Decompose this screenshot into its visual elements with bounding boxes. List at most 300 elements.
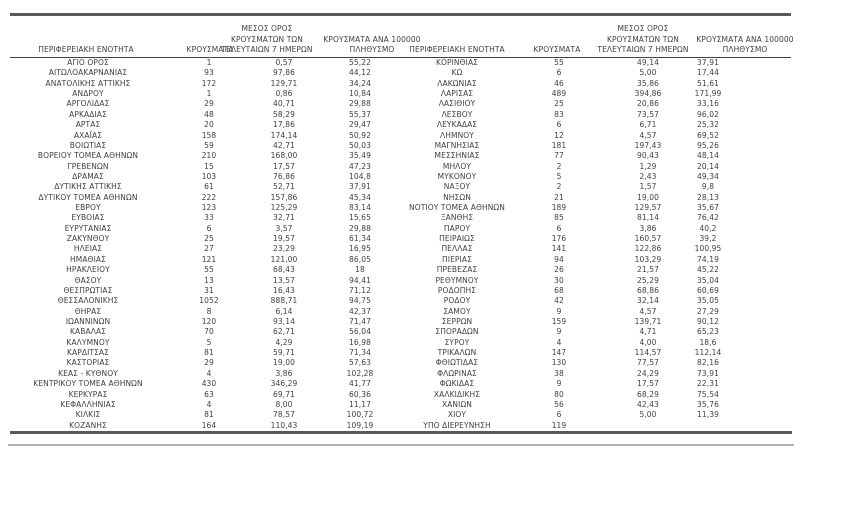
per100k-cell: 29,47	[349, 120, 371, 130]
per100k-cell: 55,22	[349, 58, 371, 67]
per100k-cell: 112,14	[694, 348, 722, 358]
avg7-cell: 19,00	[273, 358, 295, 368]
region-cell: ΣΥΡΟΥ	[444, 337, 470, 347]
table-row	[10, 131, 790, 141]
table-row	[10, 276, 790, 286]
per100k-cell: 35,76	[697, 399, 719, 409]
avg7-cell: 17,57	[637, 379, 659, 389]
table-row	[10, 193, 790, 203]
region-cell: ΗΡΑΚΛΕΙΟΥ	[66, 265, 110, 275]
cases-cell: 56	[554, 399, 564, 409]
cases-cell: 48	[204, 109, 214, 119]
region-cell: ΑΡΓΟΛΙΔΑΣ	[66, 99, 110, 109]
per100k-cell: 95,26	[697, 140, 719, 150]
cases-cell: 81	[204, 410, 214, 420]
avg7-cell: 6,71	[639, 120, 657, 130]
per100k-cell: 17,44	[697, 68, 719, 78]
cases-cell: 181	[551, 140, 567, 150]
avg7-cell: 3,86	[639, 223, 657, 233]
region-cell: ΗΜΑΘΙΑΣ	[70, 254, 106, 264]
cases-cell: 120	[201, 316, 217, 326]
per100k-cell: 34,24	[349, 78, 371, 88]
avg7-cell: 90,43	[637, 151, 659, 161]
per100k-cell: 10,84	[349, 89, 371, 99]
cases-cell: 189	[551, 203, 567, 213]
avg7-cell: 68,86	[637, 285, 659, 295]
region-cell: ΚΕΡΚΥΡΑΣ	[68, 389, 108, 399]
region-cell: ΚΩ	[451, 68, 463, 78]
avg7-cell: 6,14	[275, 306, 293, 316]
cases-cell: 4	[206, 399, 212, 409]
per100k-cell: 16,95	[349, 244, 371, 254]
cases-cell: 42	[554, 296, 564, 306]
avg7-cell: 1,29	[639, 161, 657, 171]
region-cell: ΒΟΙΩΤΙΑΣ	[69, 140, 107, 150]
cases-cell: 9	[556, 379, 562, 389]
avg7-cell: 139,71	[634, 316, 662, 326]
per100k-cell: 49,34	[697, 171, 719, 181]
avg7-cell: 5,00	[639, 68, 657, 78]
region-cell: ΦΘΙΩΤΙΔΑΣ	[435, 358, 479, 368]
per100k-cell	[688, 421, 728, 431]
avg7-cell: 125,29	[270, 203, 298, 213]
cases-cell: 8	[206, 306, 212, 316]
cases-cell: 5	[206, 337, 212, 347]
table-row	[10, 110, 790, 120]
table-row	[10, 151, 790, 161]
cases-cell: 2	[556, 161, 562, 171]
region-cell: ΑΝΔΡΟΥ	[72, 89, 104, 99]
region-cell: ΡΟΔΟΠΗΣ	[437, 285, 477, 295]
region-cell: ΤΡΙΚΑΛΩΝ	[437, 348, 477, 358]
region-cell: ΘΕΣΣΑΛΟΝΙΚΗΣ	[57, 296, 119, 306]
avg7-cell: 32,14	[637, 296, 659, 306]
avg7-cell: 21,57	[637, 265, 659, 275]
per100k-cell: 18,6	[699, 337, 717, 347]
per100k-cell: 71,12	[349, 285, 371, 295]
header-cases-right: ΚΡΟΥΣΜΑΤΑ	[533, 44, 581, 54]
region-cell: ΧΑΛΚΙΔΙΚΗΣ	[433, 389, 481, 399]
region-cell: ΑΙΤΩΛΟΑΚΑΡΝΑΝΙΑΣ	[48, 68, 128, 78]
per100k-cell: 60,36	[349, 389, 371, 399]
avg7-cell: 121,00	[270, 254, 298, 264]
per100k-cell: 73,91	[697, 368, 719, 378]
bottom-separator-line	[8, 444, 794, 446]
per100k-cell: 82,16	[697, 358, 719, 368]
per100k-cell: 45,34	[349, 192, 371, 202]
avg7-cell: 8,00	[275, 399, 293, 409]
table-row	[10, 141, 790, 151]
table-row	[10, 410, 790, 420]
header-avg7-right: ΜΕΣΟΣ ΟΡΟΣ ΚΡΟΥΣΜΑΤΩΝ ΤΩΝ ΤΕΛΕΥΤΑΙΩΝ 7 ΗΜΕΡΩΝ	[597, 24, 689, 54]
avg7-cell: 4,57	[639, 306, 657, 316]
cases-cell: 70	[204, 327, 214, 337]
region-cell: ΠΡΕΒΕΖΑΣ	[436, 265, 478, 275]
per100k-cell: 37,91	[349, 182, 371, 192]
avg7-cell: 129,57	[634, 203, 662, 213]
avg7-cell: 1,57	[639, 182, 657, 192]
region-cell: ΔΡΑΜΑΣ	[72, 171, 104, 181]
avg7-cell: 110,43	[270, 420, 298, 430]
table-row	[10, 379, 790, 389]
avg7-cell: 114,57	[634, 348, 662, 358]
per100k-cell: 61,34	[349, 234, 371, 244]
table-row	[10, 296, 790, 306]
cases-cell: 210	[201, 151, 217, 161]
header-region-left: ΠΕΡΙΦΕΡΕΙΑΚΗ ΕΝΟΤΗΤΑ	[38, 44, 134, 54]
avg7-cell: 52,71	[273, 182, 295, 192]
avg7-cell: 77,57	[637, 358, 659, 368]
avg7-cell: 78,57	[273, 410, 295, 420]
per100k-cell: 50,92	[349, 130, 371, 140]
region-cell: ΡΟΔΟΥ	[443, 296, 471, 306]
avg7-cell: 68,29	[637, 389, 659, 399]
region-cell: ΡΕΘΥΜΝΟΥ	[435, 275, 479, 285]
per100k-cell: 83,14	[349, 203, 371, 213]
region-cell: ΖΑΚΥΝΘΟΥ	[66, 234, 110, 244]
table-row	[10, 369, 790, 379]
per100k-cell: 29,88	[349, 223, 371, 233]
region-cell: ΒΟΡΕΙΟΥ ΤΟΜΕΑ ΑΘΗΝΩΝ	[37, 151, 139, 161]
per100k-cell: 69,52	[697, 130, 719, 140]
table-row	[10, 162, 790, 172]
cases-cell: 176	[551, 234, 567, 244]
avg7-cell: 103,29	[634, 254, 662, 264]
per100k-cell: 104,8	[349, 171, 371, 181]
per100k-cell: 74,19	[697, 254, 719, 264]
per100k-cell: 39,2	[699, 234, 717, 244]
table-row	[10, 120, 790, 130]
cases-cell: 141	[551, 244, 567, 254]
cases-cell: 489	[551, 89, 567, 99]
region-cell: ΚΑΒΑΛΑΣ	[69, 327, 107, 337]
table-row	[10, 348, 790, 358]
avg7-cell: 97,86	[273, 68, 295, 78]
region-cell: ΦΩΚΙΔΑΣ	[439, 379, 475, 389]
table-row	[10, 172, 790, 182]
table-row	[10, 203, 790, 213]
table-row	[10, 234, 790, 244]
region-cell: ΜΗΛΟΥ	[442, 161, 472, 171]
per100k-cell: 11,39	[697, 410, 719, 420]
cases-cell: 6	[556, 223, 562, 233]
per100k-cell: 47,23	[349, 161, 371, 171]
cases-cell: 83	[554, 109, 564, 119]
per100k-cell: 35,04	[697, 275, 719, 285]
cases-cell: 29	[204, 358, 214, 368]
header-per100k-left: ΚΡΟΥΣΜΑΤΑ ΑΝΑ 100000 ΠΛΗΘΥΣΜΟ	[323, 34, 421, 54]
table-row	[10, 317, 790, 327]
cases-cell: 30	[554, 275, 564, 285]
cases-cell: 1	[206, 58, 212, 67]
cases-cell: 85	[554, 213, 564, 223]
avg7-cell: 40,71	[273, 99, 295, 109]
per100k-cell: 57,63	[349, 358, 371, 368]
per100k-cell: 45,22	[697, 265, 719, 275]
cases-cell: 55	[204, 265, 214, 275]
region-cell: ΠΙΕΡΙΑΣ	[442, 254, 472, 264]
avg7-cell: 24,29	[637, 368, 659, 378]
region-cell: ΜΥΚΟΝΟΥ	[437, 171, 477, 181]
region-cell: ΘΗΡΑΣ	[74, 306, 102, 316]
cases-cell: 33	[204, 213, 214, 223]
avg7-cell: 888,71	[270, 296, 298, 306]
per100k-cell: 60,69	[697, 285, 719, 295]
table-row	[10, 338, 790, 348]
table-row	[10, 58, 790, 68]
cases-cell: 21	[554, 192, 564, 202]
avg7-cell: 394,86	[634, 89, 662, 99]
avg7-cell: 3,86	[275, 368, 293, 378]
cases-cell: 159	[551, 316, 567, 326]
per100k-cell: 50,03	[349, 140, 371, 150]
per100k-cell: 41,77	[349, 379, 371, 389]
region-cell: ΑΡΚΑΔΙΑΣ	[69, 109, 107, 119]
region-cell: ΕΥΡΥΤΑΝΙΑΣ	[64, 223, 112, 233]
region-cell: ΚΕΑΣ - ΚΥΘΝΟΥ	[58, 368, 118, 378]
region-cell: ΛΗΜΝΟΥ	[440, 130, 474, 140]
avg7-cell	[608, 421, 688, 431]
avg7-cell: 76,86	[273, 171, 295, 181]
per100k-cell: 16,98	[349, 337, 371, 347]
cases-cell: 94	[554, 254, 564, 264]
avg7-cell: 42,43	[637, 399, 659, 409]
per100k-cell: 109,19	[346, 420, 374, 430]
per100k-cell: 100,95	[694, 244, 722, 254]
cases-cell: 77	[554, 151, 564, 161]
per100k-cell: 11,17	[349, 399, 371, 409]
avg7-cell: 68,43	[273, 265, 295, 275]
per100k-cell: 51,61	[697, 78, 719, 88]
table-row	[10, 358, 790, 368]
region-cell: ΚΟΡΙΝΘΙΑΣ	[435, 58, 479, 67]
table-row	[10, 99, 790, 109]
avg7-cell: 346,29	[270, 379, 298, 389]
avg7-cell: 17,86	[273, 120, 295, 130]
cases-cell: 27	[204, 244, 214, 254]
cases-cell: 12	[554, 130, 564, 140]
cases-cell: 6	[556, 68, 562, 78]
cases-cell: 9	[556, 306, 562, 316]
per100k-cell: 56,04	[349, 327, 371, 337]
region-cell: ΝΗΣΩΝ	[443, 192, 471, 202]
avg7-cell: 69,71	[273, 389, 295, 399]
cases-cell: 81	[204, 348, 214, 358]
per100k-cell: 71,47	[349, 316, 371, 326]
cases-cell: 15	[204, 161, 214, 171]
avg7-cell: 20,86	[637, 99, 659, 109]
region-cell: ΕΥΒΟΙΑΣ	[71, 213, 105, 223]
region-cell: ΣΠΟΡΑΔΩΝ	[435, 327, 479, 337]
cases-cell: 59	[204, 140, 214, 150]
per100k-cell: 76,42	[697, 213, 719, 223]
cases-cell: 4	[206, 368, 212, 378]
cases-cell: 158	[201, 130, 217, 140]
table-row	[10, 244, 790, 254]
per100k-cell: 27,29	[697, 306, 719, 316]
cases-cell: 68	[554, 285, 564, 295]
per100k-cell: 94,75	[349, 296, 371, 306]
per100k-cell: 22,31	[697, 379, 719, 389]
table-row	[10, 307, 790, 317]
table-row	[10, 255, 790, 265]
region-cell: ΧΑΝΙΩΝ	[441, 399, 473, 409]
table-body	[10, 58, 790, 431]
region-cell: ΚΙΛΚΙΣ	[75, 410, 101, 420]
avg7-cell: 42,71	[273, 140, 295, 150]
cases-cell: 6	[556, 410, 562, 420]
avg7-cell: 3,57	[275, 223, 293, 233]
table-row	[10, 421, 790, 431]
region-cell: ΚΑΡΔΙΤΣΑΣ	[66, 348, 109, 358]
region-cell: ΘΕΣΠΡΩΤΙΑΣ	[63, 285, 113, 295]
per100k-cell: 18	[355, 265, 365, 275]
region-cell: ΞΑΝΘΗΣ	[440, 213, 474, 223]
header-avg7-left: ΜΕΣΟΣ ΟΡΟΣ ΚΡΟΥΣΜΑΤΩΝ ΤΩΝ ΤΕΛΕΥΤΑΙΩΝ 7 ΗΜΕΡΩΝ	[221, 24, 313, 54]
table-row	[10, 79, 790, 89]
cases-cell: 80	[554, 389, 564, 399]
cases-cell: 2	[556, 182, 562, 192]
table-row	[10, 68, 790, 78]
table-row	[10, 327, 790, 337]
cases-cell: 9	[556, 327, 562, 337]
table-row	[10, 400, 790, 410]
cases-cell: 1	[206, 89, 212, 99]
avg7-cell: 197,43	[634, 140, 662, 150]
cases-cell: 1052	[199, 296, 219, 306]
avg7-cell: 4,71	[639, 327, 657, 337]
per100k-cell: 44,12	[349, 68, 371, 78]
per100k-cell: 65,23	[697, 327, 719, 337]
per100k-cell: 9,8	[701, 182, 715, 192]
per100k-cell: 35,49	[349, 151, 371, 161]
per100k-cell: 86,05	[349, 254, 371, 264]
region-cell: ΔΥΤΙΚΟΥ ΤΟΜΕΑ ΑΘΗΝΩΝ	[38, 192, 138, 202]
region-cell: ΓΡΕΒΕΝΩΝ	[67, 161, 109, 171]
avg7-cell: 168,00	[270, 151, 298, 161]
cases-cell: 55	[554, 58, 564, 67]
avg7-cell: 16,43	[273, 285, 295, 295]
region-cell: ΚΕΝΤΡΙΚΟΥ ΤΟΜΕΑ ΑΘΗΝΩΝ	[33, 379, 143, 389]
per100k-cell: 71,34	[349, 348, 371, 358]
avg7-cell: 4,00	[639, 337, 657, 347]
table-header	[0, 16, 854, 57]
cases-cell: 93	[204, 68, 214, 78]
region-cell: ΣΕΡΡΩΝ	[441, 316, 473, 326]
avg7-cell: 13,57	[273, 275, 295, 285]
per100k-cell: 171,99	[694, 89, 722, 99]
region-cell: ΚΑΛΥΜΝΟΥ	[66, 337, 110, 347]
per100k-cell: 35,05	[697, 296, 719, 306]
table-row	[10, 213, 790, 223]
region-cell: ΔΥΤΙΚΗΣ ΑΤΤΙΚΗΣ	[54, 182, 122, 192]
per100k-cell: 33,16	[697, 99, 719, 109]
cases-cell: 130	[551, 358, 567, 368]
cases-cell: 61	[204, 182, 214, 192]
header-per100k-right: ΚΡΟΥΣΜΑΤΑ ΑΝΑ 100000 ΠΛΗΘΥΣΜΟ	[696, 34, 794, 54]
per100k-cell: 94,41	[349, 275, 371, 285]
avg7-cell: 59,71	[273, 348, 295, 358]
region-cell: ΥΠΟ ΔΙΕΡΕΥΝΗΣΗ	[423, 420, 491, 430]
per100k-cell: 100,72	[346, 410, 374, 420]
cases-cell: 29	[204, 99, 214, 109]
table-row	[10, 182, 790, 192]
region-cell: ΑΓΙΟ ΟΡΟΣ	[67, 58, 109, 67]
region-cell: ΛΕΣΒΟΥ	[441, 109, 473, 119]
avg7-cell: 160,57	[634, 234, 662, 244]
region-cell: ΛΑΡΙΣΑΣ	[440, 89, 474, 99]
cases-cell: 430	[201, 379, 217, 389]
region-cell: ΑΡΤΑΣ	[75, 120, 101, 130]
region-cell: ΜΑΓΝΗΣΙΑΣ	[434, 140, 480, 150]
region-cell: ΑΝΑΤΟΛΙΚΗΣ ΑΤΤΙΚΗΣ	[45, 78, 131, 88]
avg7-cell: 157,86	[270, 192, 298, 202]
cases-cell: 119	[551, 420, 567, 430]
region-cell: ΣΑΜΟΥ	[443, 306, 471, 316]
cases-cell: 25	[204, 234, 214, 244]
avg7-cell: 23,29	[273, 244, 295, 254]
cases-cell: 222	[201, 192, 217, 202]
header-region-right: ΠΕΡΙΦΕΡΕΙΑΚΗ ΕΝΟΤΗΤΑ	[409, 44, 505, 54]
region-cell: ΗΛΕΙΑΣ	[73, 244, 103, 254]
avg7-cell: 58,29	[273, 109, 295, 119]
cases-cell: 103	[201, 171, 217, 181]
avg7-cell: 19,57	[273, 234, 295, 244]
cases-cell: 63	[204, 389, 214, 399]
per100k-cell: 42,37	[349, 306, 371, 316]
region-cell: ΜΕΣΣΗΝΙΑΣ	[434, 151, 480, 161]
table-row	[10, 224, 790, 234]
header-cases-left: ΚΡΟΥΣΜΑΤΑ	[186, 44, 234, 54]
per100k-cell: 37,91	[697, 58, 719, 67]
avg7-cell: 32,71	[273, 213, 295, 223]
region-cell: ΠΑΡΟΥ	[443, 223, 471, 233]
cases-cell: 6	[206, 223, 212, 233]
region-cell: ΧΙΟΥ	[447, 410, 467, 420]
bottom-border-line	[10, 431, 792, 434]
region-cell: ΛΑΣΙΘΙΟΥ	[438, 99, 476, 109]
cases-cell: 5	[556, 171, 562, 181]
region-cell: ΚΑΣΤΟΡΙΑΣ	[66, 358, 110, 368]
per100k-cell: 20,14	[697, 161, 719, 171]
avg7-cell: 93,14	[273, 316, 295, 326]
avg7-cell: 62,71	[273, 327, 295, 337]
avg7-cell: 4,57	[639, 130, 657, 140]
region-cell: ΛΑΚΩΝΙΑΣ	[437, 78, 477, 88]
region-cell: ΠΕΛΛΑΣ	[441, 244, 473, 254]
region-cell: ΚΕΦΑΛΛΗΝΙΑΣ	[60, 399, 116, 409]
region-cell: ΝΑΞΟΥ	[443, 182, 471, 192]
region-cell: ΘΑΣΟΥ	[74, 275, 102, 285]
per100k-cell: 48,14	[697, 151, 719, 161]
avg7-cell: 81,14	[637, 213, 659, 223]
table-row	[10, 390, 790, 400]
avg7-cell: 0,57	[275, 58, 293, 67]
cases-cell: 38	[554, 368, 564, 378]
cases-cell: 172	[201, 78, 217, 88]
region-cell: ΝΟΤΙΟΥ ΤΟΜΕΑ ΑΘΗΝΩΝ	[409, 203, 505, 213]
per100k-cell: 55,37	[349, 109, 371, 119]
avg7-cell: 25,29	[637, 275, 659, 285]
region-cell: ΑΧΑΪΑΣ	[73, 130, 103, 140]
table-row	[10, 286, 790, 296]
per100k-cell: 25,32	[697, 120, 719, 130]
avg7-cell: 35,86	[637, 78, 659, 88]
region-cell: ΚΟΖΑΝΗΣ	[69, 420, 107, 430]
avg7-cell: 129,71	[270, 78, 298, 88]
per100k-cell: 35,67	[697, 203, 719, 213]
avg7-cell: 4,29	[275, 337, 293, 347]
